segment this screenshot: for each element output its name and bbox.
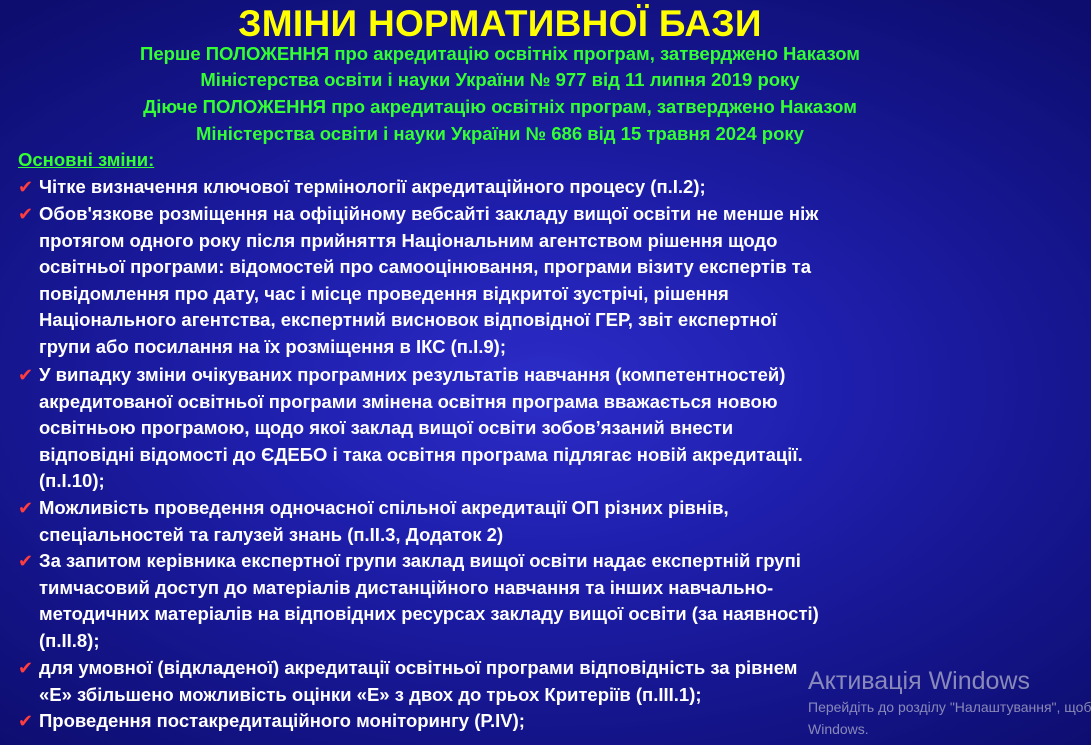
checkmark-icon: ✔: [18, 204, 34, 224]
list-item: [18, 548, 978, 654]
list-item-text: За запитом керівника експертної групи заклад вищої освіти надає експертній групі тимчасовий доступ до матеріалів дистанційного навчання та інших навчально- методичних матеріалів на відповідних ресурсах закладу вищої освіти (за наявності) (п.ІІ.8);: [39, 550, 819, 651]
checkmark-icon: ✔: [18, 177, 34, 197]
list-item: [18, 174, 978, 201]
checkmark-icon: ✔: [18, 365, 34, 385]
list-item-text: Обов'язкове розміщення на офіційному вебсайті закладу вищої освіти не менше ніж протягом одного року після прийняття Національним агентством рішення щодо освітньої програми: відомостей про самооцінювання, програми візиту експертів та повідомлення про дату, час і місце проведення відкритої зустрічі, рішення Національного агентства, експертний висновок відповідної ГЕР, звіт експертної групи або посилання на їх розміщення в ІКС (п.І.9);: [39, 203, 819, 357]
watermark-subtitle-line-2: Windows.: [808, 721, 869, 737]
list-item: [18, 362, 978, 495]
subtitle-line-3: Діюче ПОЛОЖЕННЯ про акредитацію освітніх програм, затверджено Наказом: [143, 96, 857, 117]
list-item: [18, 495, 978, 548]
checkmark-icon: ✔: [18, 711, 34, 731]
checkmark-icon: ✔: [18, 551, 34, 571]
subtitle-line-2: Міністерства освіти і науки України № 977 від 11 липня 2019 року: [200, 69, 800, 90]
subtitle-line-1: Перше ПОЛОЖЕННЯ про акредитацію освітніх програм, затверджено Наказом: [140, 43, 860, 64]
list-item-text: У випадку зміни очікуваних програмних результатів навчання (компетентностей) акредитованої освітньої програми змінена освітня програма вважається новою освітньою програмою, щодо якої заклад вищої освіти зобов’язаний внести відповідні відомості до ЄДЕБО і така освітня програма підлягає новій акредитації. (п.І.10);: [39, 364, 803, 492]
watermark-subtitle-line-1: Перейдіть до розділу "Налаштування", щоб: [808, 699, 1091, 715]
subtitle-line-4: Міністерства освіти і науки України № 686 від 15 травня 2024 року: [196, 123, 804, 144]
changes-heading: Основні зміни:: [18, 149, 155, 170]
checkmark-icon: ✔: [18, 498, 34, 518]
list-item-text: Можливість проведення одночасної спільної акредитації ОП різних рівнів, спеціальностей та галузей знань (п.ІІ.3, Додаток 2): [39, 497, 729, 545]
list-item-text: Чітке визначення ключової термінології акредитаційного процесу (п.І.2);: [39, 176, 706, 197]
list-item: [18, 201, 978, 361]
list-item-text: для умовної (відкладеної) акредитації освітньої програми відповідність за рівнем «Е» збільшено можливість оцінки «Е» з двох до трьох Критеріїв (п.ІІІ.1);: [39, 657, 798, 705]
list-item-text: Проведення постакредитаційного моніторингу (Р.IV);: [39, 710, 525, 731]
slide-title: ЗМІНИ НОРМАТИВНОЇ БАЗИ: [238, 3, 762, 44]
checkmark-icon: ✔: [18, 658, 34, 678]
windows-activation-watermark: [808, 666, 1091, 740]
watermark-title: Активація Windows: [808, 667, 1030, 695]
